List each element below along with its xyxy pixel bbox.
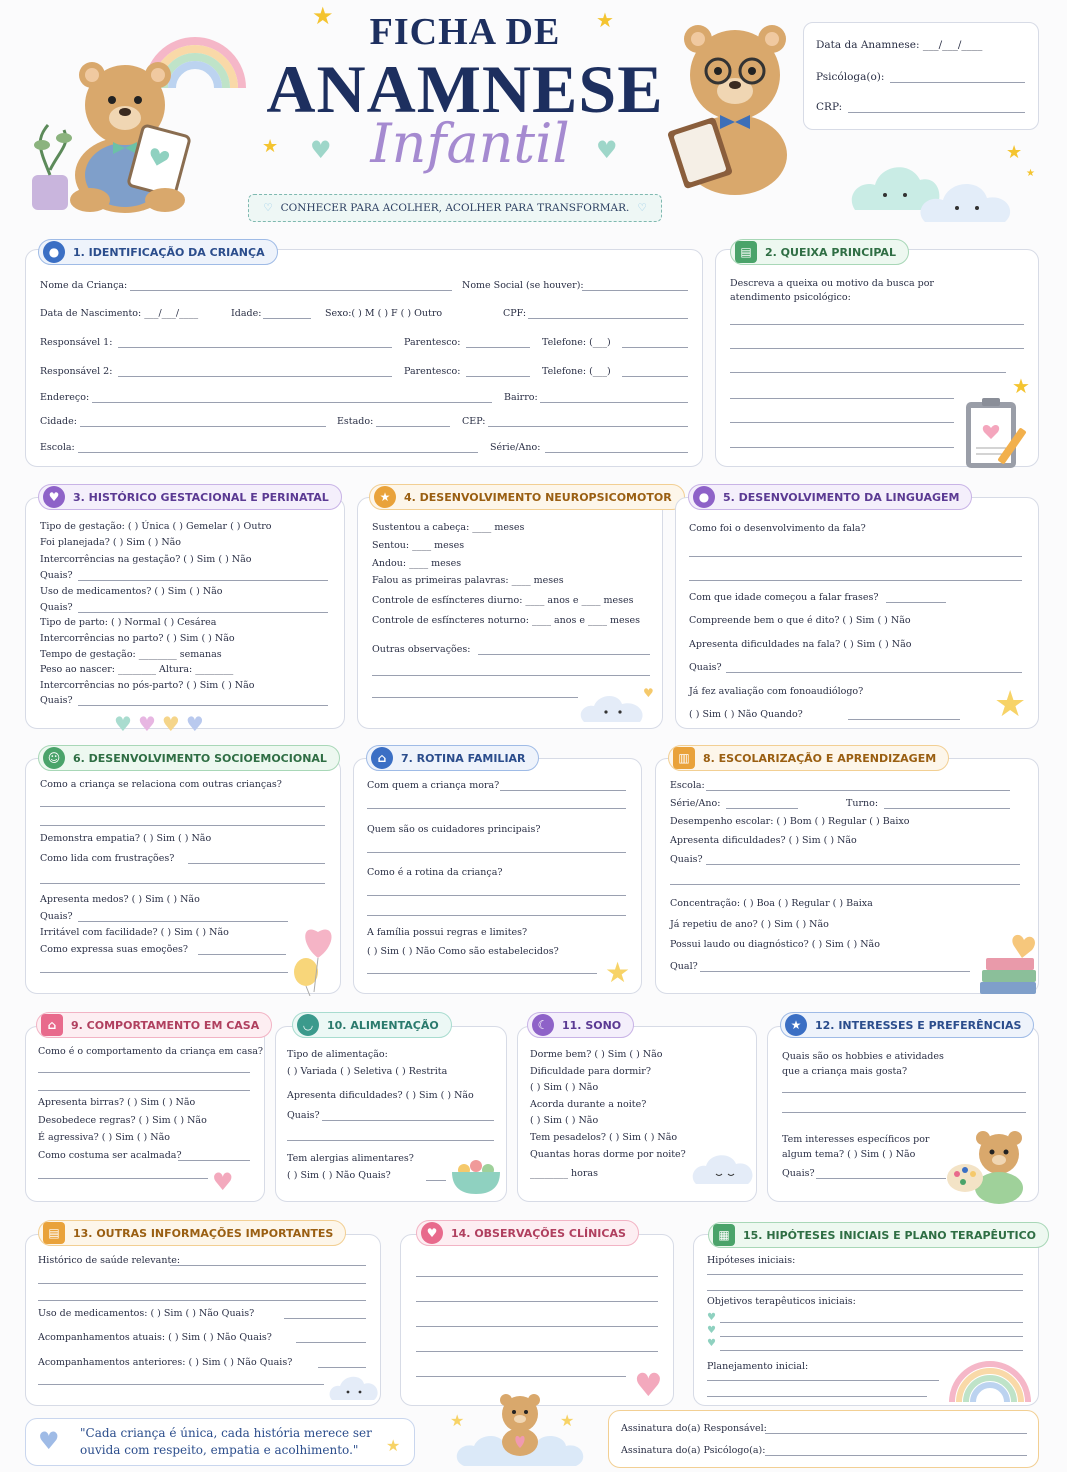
heart-icon: ♥	[643, 686, 654, 700]
field-row: Tipo de alimentação:	[287, 1049, 388, 1060]
obs-line[interactable]	[416, 1276, 658, 1277]
field-row: Tem alergias alimentares?	[287, 1153, 414, 1164]
bear-painter-illustration	[945, 1128, 1037, 1204]
field-row: Dificuldade para dormir?	[530, 1066, 651, 1077]
frustracao-field[interactable]	[40, 883, 325, 884]
star-icon: ★	[374, 486, 396, 508]
tel2-field[interactable]	[622, 376, 688, 377]
heart-icon: ♥	[43, 486, 65, 508]
field-row[interactable]: Acompanhamentos atuais: ( ) Sim ( ) Não Quais?	[38, 1332, 272, 1343]
heart-icon: ♡	[263, 202, 273, 214]
section-title: 4. DESENVOLVIMENTO NEUROPSICOMOTOR	[404, 490, 672, 504]
notes-icon: ▤	[43, 1222, 65, 1244]
cidade-field[interactable]	[80, 426, 326, 427]
smile-icon: ☺	[43, 747, 65, 769]
field-row[interactable]: Controle de esfíncteres noturno: ____ anos e ____ meses	[372, 615, 641, 626]
field-row: Outras observações:	[372, 644, 471, 655]
field-row[interactable]: algum tema? ( ) Sim ( ) Não	[782, 1149, 916, 1160]
section-title: 9. COMPORTAMENTO EM CASA	[71, 1018, 260, 1032]
obs-line[interactable]	[416, 1351, 658, 1352]
rotina-field[interactable]	[367, 915, 626, 916]
outras-field[interactable]	[38, 1384, 324, 1385]
field-row[interactable]: É agressiva? ( ) Sim ( ) Não	[38, 1132, 170, 1143]
hipoteses-field[interactable]	[707, 1274, 1023, 1275]
field-label: Descreva a queixa ou motivo da busca por	[730, 278, 934, 289]
cep-field[interactable]	[488, 426, 688, 427]
field-row: Como foi o desenvolvimento da fala?	[689, 523, 866, 534]
field-label: Responsável 1:	[40, 337, 113, 348]
field-row: Como expressa suas emoções?	[40, 944, 188, 955]
rotina-field[interactable]	[367, 895, 626, 896]
field-row: Quantas horas dorme por noite?	[530, 1149, 686, 1160]
star-icon: ★	[596, 8, 614, 32]
section-header	[292, 1012, 452, 1038]
field-row[interactable]: Sustentou a cabeça: ____ meses	[372, 522, 525, 533]
field-row[interactable]: Andou: ____ meses	[372, 558, 462, 569]
estado-field[interactable]	[376, 426, 450, 427]
quais-field[interactable]	[816, 1178, 946, 1179]
objetivo-field[interactable]	[720, 1322, 1023, 1323]
tagline-banner	[248, 194, 662, 222]
field-row: Escola:	[670, 780, 705, 791]
field-row[interactable]: Uso de medicamentos? ( ) Sim ( ) Não	[40, 586, 223, 597]
obs-line[interactable]	[416, 1376, 626, 1377]
section-title: 11. SONO	[562, 1018, 622, 1032]
field-row: Como é o comportamento da criança em casa?	[38, 1046, 264, 1057]
signature-psicologo-field[interactable]	[765, 1455, 1027, 1456]
regras-field[interactable]	[367, 973, 597, 974]
qual-field[interactable]	[700, 971, 970, 972]
frases-field[interactable]	[886, 602, 946, 603]
heart-icon: ♡	[637, 202, 647, 214]
signature-responsavel-field[interactable]	[765, 1433, 1027, 1434]
title-line1: FICHA DE	[369, 11, 561, 53]
speech-icon: ●	[693, 486, 715, 508]
field-row: Como costuma ser acalmada?	[38, 1150, 182, 1161]
cuidadores-field[interactable]	[367, 852, 626, 853]
field-row[interactable]: Demonstra empatia? ( ) Sim ( ) Não	[40, 833, 212, 844]
field-label: Série/Ano:	[490, 442, 541, 453]
field-label: Responsável 2:	[40, 366, 113, 377]
par1-field[interactable]	[466, 347, 530, 348]
balloon-icon	[288, 912, 344, 996]
book-icon: ▥	[673, 747, 695, 769]
field-row[interactable]: Tem pesadelos? ( ) Sim ( ) Não	[530, 1132, 678, 1143]
field-row[interactable]: ________ horas	[530, 1168, 598, 1179]
section-header	[780, 1012, 1034, 1038]
section-title: 15. HIPÓTESES INICIAIS E PLANO TERAPÊUTICO	[743, 1228, 1036, 1242]
objetivo-field[interactable]	[720, 1350, 1023, 1351]
obs-field[interactable]	[372, 675, 650, 676]
meta-box	[803, 22, 1039, 130]
field-label: atendimento psicológico:	[730, 292, 851, 303]
field-label: CPF:	[503, 308, 527, 319]
section-title: 8. ESCOLARIZAÇÃO E APRENDIZAGEM	[703, 751, 937, 765]
section-header	[668, 745, 949, 771]
hipoteses-field[interactable]	[707, 1290, 1023, 1291]
field-row: Quem são os cuidadores principais?	[367, 824, 541, 835]
field-label: Parentesco:	[404, 337, 461, 348]
field-row: Acorda durante a noite?	[530, 1099, 647, 1110]
field-row[interactable]: ( ) Sim ( ) Não Quando?	[689, 709, 803, 720]
field-row: Quais?	[40, 602, 73, 613]
planejamento-field[interactable]	[707, 1380, 939, 1381]
field-row: Quais?	[287, 1110, 320, 1121]
quais-field[interactable]	[287, 1140, 494, 1141]
field-row: que a criança mais gosta?	[782, 1066, 908, 1077]
mora-field[interactable]	[367, 808, 626, 809]
historico-field[interactable]	[170, 1265, 366, 1266]
field-row[interactable]: Possui laudo ou diagnóstico? ( ) Sim ( ) Não	[670, 939, 880, 950]
obs-line[interactable]	[416, 1301, 658, 1302]
heart-icon: ♥	[212, 1168, 234, 1196]
section-title: 12. INTERESSES E PREFERÊNCIAS	[815, 1018, 1022, 1032]
star-icon: ★	[1012, 374, 1030, 398]
field-row[interactable]: Intercorrências no pós-parto? ( ) Sim ( ) Não	[40, 680, 255, 691]
rainbow-icon	[946, 1358, 1034, 1404]
field-row[interactable]: ( ) Variada ( ) Seletiva ( ) Restrita	[287, 1066, 448, 1077]
comportamento-field[interactable]	[38, 1072, 250, 1073]
field-label: Nome da Criança:	[40, 280, 128, 291]
moon-icon: ☾	[532, 1014, 554, 1036]
star-icon: ★	[1006, 142, 1023, 163]
field-row[interactable]: Apresenta dificuldades? ( ) Sim ( ) Não	[670, 835, 857, 846]
field-row: Tem interesses específicos por	[782, 1134, 930, 1145]
field-row: A família possui regras e limites?	[367, 927, 528, 938]
tagline: CONHECER PARA ACOLHER, ACOLHER PARA TRANSFORMAR.	[280, 202, 630, 214]
field-row[interactable]: Uso de medicamentos: ( ) Sim ( ) Não Quais?	[38, 1308, 255, 1319]
section-title: 13. OUTRAS INFORMAÇÕES IMPORTANTES	[73, 1226, 334, 1240]
field-row[interactable]: Intercorrências no parto? ( ) Sim ( ) Não	[40, 633, 235, 644]
queixa-line[interactable]	[730, 422, 954, 423]
section-header	[416, 1220, 639, 1246]
field-row: Como a criança se relaciona com outras crianças?	[40, 779, 282, 790]
mora-field[interactable]	[500, 790, 626, 791]
field-label: Idade:	[231, 308, 262, 319]
quais-field[interactable]	[322, 1120, 494, 1121]
books-icon	[978, 928, 1040, 996]
field-row[interactable]: Desobedece regras? ( ) Sim ( ) Não	[38, 1115, 207, 1126]
alergias-field[interactable]	[426, 1180, 446, 1181]
quais-field[interactable]	[78, 612, 328, 613]
section-header	[369, 484, 685, 510]
cloud-icon	[578, 690, 650, 726]
sexo-options[interactable]: Sexo:( ) M ( ) F ( ) Outro	[325, 308, 443, 319]
field-row[interactable]: Apresenta medos? ( ) Sim ( ) Não	[40, 894, 200, 905]
field-row[interactable]: Concentração: ( ) Boa ( ) Regular ( ) Baixa	[670, 898, 873, 909]
field-row: Quais são os hobbies e atividades	[782, 1051, 944, 1062]
title-line3: Infantil	[370, 112, 570, 175]
section-header	[730, 239, 909, 265]
resp2-field[interactable]	[118, 376, 392, 377]
section-header	[688, 484, 972, 510]
field-label: Estado:	[337, 416, 374, 427]
section-header	[708, 1222, 1049, 1248]
heart-icon: ♥	[38, 1427, 60, 1455]
acalmada-field[interactable]	[178, 1160, 250, 1161]
fala-field[interactable]	[689, 556, 1022, 557]
field-row: Qual?	[670, 961, 698, 972]
escola-field[interactable]	[706, 790, 1010, 791]
field-row[interactable]: Apresenta dificuldades? ( ) Sim ( ) Não	[287, 1090, 474, 1101]
field-row: Como é a rotina da criança?	[367, 867, 503, 878]
field-row: Como lida com frustrações?	[40, 853, 175, 864]
crp-field[interactable]	[848, 112, 1025, 113]
field-row[interactable]: Apresenta dificuldades na fala? ( ) Sim ( ) Não	[689, 639, 912, 650]
resp1-field[interactable]	[118, 347, 392, 348]
par2-field[interactable]	[466, 376, 530, 377]
field-row: Com quem a criança mora?	[367, 780, 500, 791]
hobbies-field[interactable]	[782, 1092, 1026, 1093]
emocoes-field[interactable]	[198, 954, 286, 955]
field-label: Assinatura do(a) Psicólogo(a):	[621, 1445, 766, 1456]
bairro-field[interactable]	[540, 402, 688, 403]
field-label: Endereço:	[40, 392, 90, 403]
cloud-icon	[690, 1150, 756, 1190]
field-row: Hipóteses iniciais:	[707, 1255, 796, 1266]
acalmada-field[interactable]	[38, 1178, 208, 1179]
field-label: Data de Nascimento: ___/___/____	[40, 308, 199, 319]
field-row[interactable]: Dorme bem? ( ) Sim ( ) Não	[530, 1049, 663, 1060]
field-row: Quais?	[782, 1168, 815, 1179]
anamnese-date-label: Data da Anamnese: ___/___/____	[816, 39, 983, 51]
obs-field[interactable]	[372, 697, 578, 698]
field-row[interactable]: Peso ao nascer: ________ Altura: ________	[40, 664, 234, 675]
title-line2: ANAMNESE	[266, 51, 664, 127]
medos-field[interactable]	[78, 921, 288, 922]
field-row: Histórico de saúde relevante:	[38, 1255, 181, 1266]
queixa-line[interactable]	[730, 372, 1006, 373]
heart-icon: ♥	[596, 136, 618, 164]
field-label: Nome Social (se houver):	[462, 280, 584, 291]
star-icon: ★	[605, 956, 631, 989]
cloud-icon	[328, 1372, 380, 1404]
bowl-icon: ◡	[297, 1014, 319, 1036]
field-label: Escola:	[40, 442, 75, 453]
quais-field[interactable]	[726, 672, 1022, 673]
quote-box	[25, 1418, 415, 1466]
field-row[interactable]: Compreende bem o que é dito? ( ) Sim ( ) Não	[689, 615, 911, 626]
serie-field[interactable]	[726, 808, 798, 809]
section-observacoes	[400, 1234, 674, 1406]
field-row: Objetivos terapêuticos iniciais:	[707, 1296, 856, 1307]
field-label: Parentesco:	[404, 366, 461, 377]
quais-field[interactable]	[296, 1342, 366, 1343]
field-label: Assinatura do(a) Responsável:	[621, 1423, 767, 1434]
heart-bullets: ♥ ♥ ♥	[707, 1312, 716, 1349]
queixa-line[interactable]	[730, 348, 1024, 349]
quais-field[interactable]	[318, 1367, 366, 1368]
frustracao-field[interactable]	[188, 863, 325, 864]
field-row[interactable]: Irritável com facilidade? ( ) Sim ( ) Não	[40, 927, 229, 938]
svg-text:★: ★	[450, 1411, 465, 1430]
bowl-icon	[450, 1156, 502, 1196]
section-header	[38, 745, 340, 771]
endereco-field[interactable]	[92, 402, 492, 403]
section-header	[527, 1012, 634, 1038]
quais-field[interactable]	[706, 864, 1020, 865]
cloud-illustration	[845, 150, 1035, 230]
historico-field[interactable]	[38, 1300, 366, 1301]
field-label: CEP:	[462, 416, 486, 427]
field-row[interactable]: Tipo de gestação: ( ) Única ( ) Gemelar ( ) Outro	[40, 521, 272, 532]
clipboard-icon: ▤	[735, 241, 757, 263]
field-row[interactable]: ( ) Sim ( ) Não Quais?	[287, 1170, 391, 1181]
field-row[interactable]: Já repetiu de ano? ( ) Sim ( ) Não	[670, 919, 829, 930]
queixa-line[interactable]	[730, 324, 1024, 325]
quando-field[interactable]	[848, 719, 960, 720]
field-row[interactable]: Desempenho escolar: ( ) Bom ( ) Regular ( ) Baixo	[670, 816, 910, 827]
section-header	[38, 239, 278, 265]
fala-field[interactable]	[689, 580, 1022, 581]
quais-field[interactable]	[78, 580, 328, 581]
section-title: 2. QUEIXA PRINCIPAL	[765, 245, 896, 259]
section-title: 5. DESENVOLVIMENTO DA LINGUAGEM	[723, 490, 960, 504]
field-row: Quais?	[40, 570, 73, 581]
historico-field[interactable]	[38, 1283, 366, 1284]
section-title: 14. OBSERVAÇÕES CLÍNICAS	[451, 1226, 626, 1240]
field-row: Turno:	[846, 798, 879, 809]
field-row: Quais?	[689, 662, 722, 673]
home-icon: ⌂	[41, 1014, 63, 1036]
heart-icon: ♥	[634, 1366, 663, 1404]
star-icon: ★	[386, 1436, 401, 1455]
quote-line1: "Cada criança é única, cada história merece ser	[80, 1426, 372, 1440]
emocoes-field[interactable]	[40, 972, 288, 973]
crp-label: CRP:	[816, 101, 843, 113]
bear-illustration	[30, 50, 220, 215]
field-row[interactable]: Acompanhamentos anteriores: ( ) Sim ( ) Não Quais?	[38, 1357, 293, 1368]
planejamento-field[interactable]	[707, 1396, 927, 1397]
quote-line2: ouvida com respeito, empatia e acolhimento."	[80, 1443, 359, 1457]
field-row[interactable]: ( ) Sim ( ) Não	[530, 1115, 599, 1126]
field-row[interactable]: Falou as primeiras palavras: ____ meses	[372, 575, 564, 586]
psych-label: Psicóloga(o):	[816, 71, 885, 83]
field-row: Já fez avaliação com fonoaudiólogo?	[689, 686, 864, 697]
field-row[interactable]: Sentou: ____ meses	[372, 540, 465, 551]
section-title: 1. IDENTIFICAÇÃO DA CRIANÇA	[73, 245, 265, 259]
turno-field[interactable]	[884, 808, 1010, 809]
bear-glasses-illustration	[660, 15, 810, 200]
field-row: Série/Ano:	[670, 798, 721, 809]
chart-icon: ▦	[713, 1224, 735, 1246]
field-row[interactable]: Tempo de gestação: ________ semanas	[40, 649, 222, 660]
home-icon: ⌂	[371, 747, 393, 769]
star-icon: ★	[262, 136, 279, 157]
section-title: 10. ALIMENTAÇÃO	[327, 1018, 439, 1032]
field-row: Planejamento inicial:	[707, 1361, 809, 1372]
serie-field[interactable]	[545, 452, 688, 453]
section-header	[366, 745, 539, 771]
relaciona-field[interactable]	[40, 825, 325, 826]
nome-field[interactable]	[130, 290, 452, 291]
hearts-decoration: ♥♥♥♥	[114, 712, 210, 736]
field-label: Telefone: (___)	[542, 366, 611, 377]
field-row[interactable]: ( ) Sim ( ) Não	[530, 1082, 599, 1093]
obs-line[interactable]	[416, 1326, 658, 1327]
field-row[interactable]: ( ) Sim ( ) Não Como são estabelecidos?	[367, 946, 559, 957]
obs-field[interactable]	[478, 654, 650, 655]
relaciona-field[interactable]	[40, 806, 325, 807]
quais-field[interactable]	[284, 1318, 366, 1319]
idade-field[interactable]	[263, 318, 311, 319]
social-field[interactable]	[582, 290, 688, 291]
star-icon: ★	[785, 1014, 807, 1036]
escola-field[interactable]	[78, 452, 478, 453]
section-title: 7. ROTINA FAMILIAR	[401, 751, 526, 765]
field-row[interactable]: Controle de esfíncteres diurno: ____ anos e ____ meses	[372, 595, 634, 606]
objetivo-field[interactable]	[720, 1336, 1023, 1337]
field-row[interactable]: Foi planejada? ( ) Sim ( ) Não	[40, 537, 182, 548]
quais-field[interactable]	[670, 884, 1020, 885]
hobbies-field[interactable]	[782, 1112, 1026, 1113]
field-label: Bairro:	[504, 392, 538, 403]
clipboard-icon	[962, 396, 1034, 474]
field-row: Quais?	[670, 854, 703, 865]
section-header	[38, 1220, 346, 1246]
field-row: Com que idade começou a falar frases?	[689, 592, 879, 603]
star-icon: ★	[1026, 168, 1035, 179]
tel1-field[interactable]	[622, 347, 688, 348]
section-title: 3. HISTÓRICO GESTACIONAL E PERINATAL	[73, 490, 329, 504]
psych-field[interactable]	[890, 82, 1025, 83]
field-row: Quais?	[40, 695, 73, 706]
queixa-line[interactable]	[730, 447, 954, 448]
bear-cloud-illustration	[436, 1392, 604, 1472]
field-row[interactable]: Intercorrências na gestação? ( ) Sim ( ) Não	[40, 554, 252, 565]
field-label: Telefone: (___)	[542, 337, 611, 348]
field-row[interactable]: Apresenta birras? ( ) Sim ( ) Não	[38, 1097, 196, 1108]
heart-icon: ♥	[421, 1222, 443, 1244]
star-icon: ★	[312, 2, 334, 30]
signature-box	[608, 1410, 1039, 1468]
comportamento-field[interactable]	[38, 1090, 250, 1091]
cpf-field[interactable]	[528, 318, 688, 319]
heart-icon: ♥	[310, 136, 332, 164]
section-header	[38, 484, 342, 510]
section-title: 6. DESENVOLVIMENTO SOCIOEMOCIONAL	[73, 751, 327, 765]
field-row[interactable]: Tipo de parto: ( ) Normal ( ) Cesárea	[40, 617, 217, 628]
field-row: Quais?	[40, 911, 73, 922]
star-icon: ★	[994, 684, 1027, 725]
field-label: Cidade:	[40, 416, 77, 427]
user-icon: ●	[43, 241, 65, 263]
quais-field[interactable]	[78, 705, 328, 706]
section-header	[36, 1012, 272, 1038]
queixa-line[interactable]	[730, 398, 954, 399]
svg-text:★: ★	[560, 1411, 575, 1430]
